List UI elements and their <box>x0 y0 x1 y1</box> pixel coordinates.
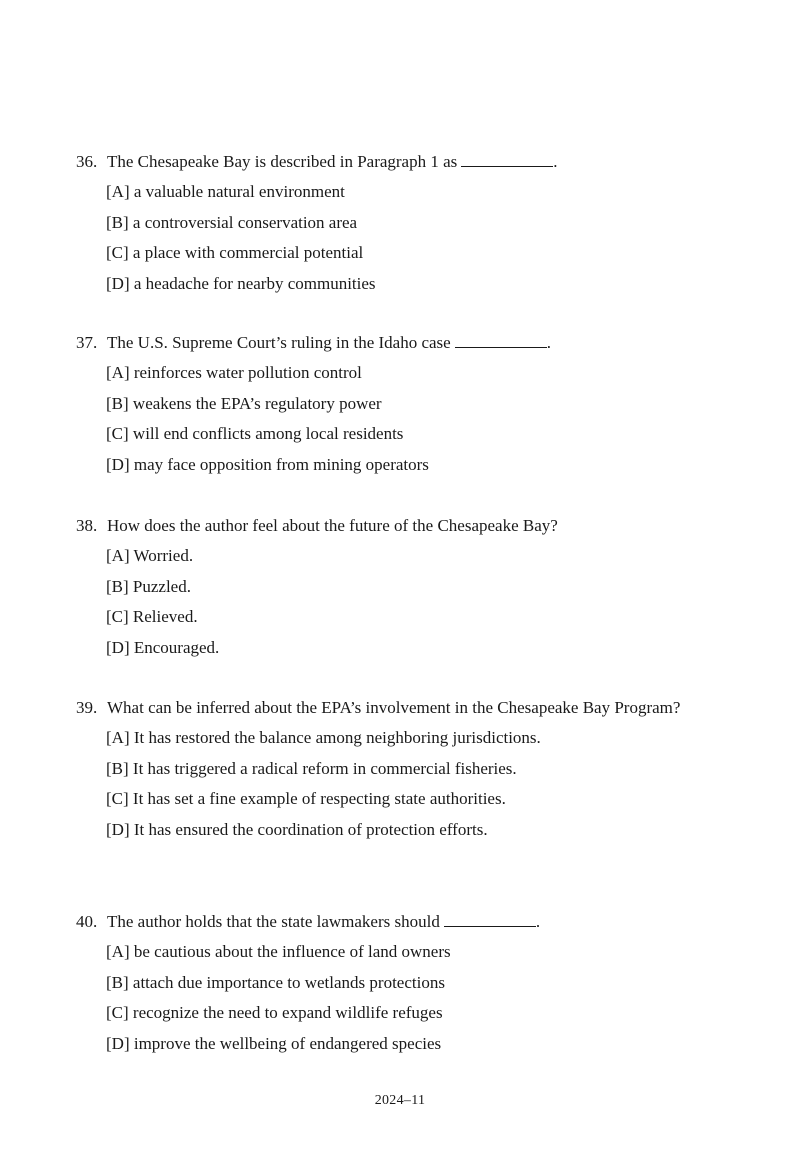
option-b: [B] weakens the EPA’s regulatory power <box>106 393 382 413</box>
option-b: [B] a controversial conservation area <box>106 212 358 232</box>
option-d: [D] improve the wellbeing of endangered species <box>106 1033 442 1053</box>
option-c: [C] a place with commercial potential <box>106 243 364 262</box>
question-36 <box>76 147 736 299</box>
option-b: [B] Puzzled. <box>106 576 191 596</box>
question-number: 39. <box>76 698 98 717</box>
option-b: [B] attach due importance to wetlands protections <box>106 972 445 992</box>
question-stem <box>76 693 736 723</box>
stem-text: The Chesapeake Bay is described in Paragraph 1 as <box>107 152 458 171</box>
question-37 <box>76 328 736 480</box>
question-38 <box>76 511 736 663</box>
option-a: [A] be cautious about the influence of land owners <box>106 942 451 961</box>
question-stem: 37. The U.S. Supreme Court’s ruling in the Idaho case . <box>76 328 736 358</box>
option-b: [B] It has triggered a radical reform in commercial fisheries. <box>106 758 517 778</box>
question-stem <box>76 511 736 541</box>
question-number: 38. <box>76 516 98 535</box>
question-40 <box>76 907 736 1059</box>
answer-blank <box>455 331 547 348</box>
option-d: [D] may face opposition from mining operators <box>106 454 429 474</box>
option-d: [D] Encouraged. <box>106 637 220 657</box>
option-a: [A] Worried. <box>106 546 194 565</box>
question-number: 37. <box>76 333 98 352</box>
option-c: [C] recognize the need to expand wildlife refuges <box>106 1003 443 1022</box>
answer-blank <box>444 910 536 927</box>
page-footer-code: 2024–11 <box>374 1093 426 1108</box>
question-number: 36. <box>76 152 98 171</box>
option-a: [A] reinforces water pollution control <box>106 363 362 382</box>
stem-text: The author holds that the state lawmakers should <box>107 912 440 931</box>
question-stem: 40. The author holds that the state lawmakers should . <box>76 907 736 937</box>
stem-text: What can be inferred about the EPA’s involvement in the Chesapeake Bay Program? <box>107 698 681 717</box>
option-a: [A] a valuable natural environment <box>106 182 345 201</box>
option-c: [C] will end conflicts among local residents <box>106 424 404 443</box>
question-number: 40. <box>76 912 98 931</box>
option-d: [D] a headache for nearby communities <box>106 273 376 293</box>
option-d: [D] It has ensured the coordination of protection efforts. <box>106 819 488 839</box>
stem-text: How does the author feel about the future of the Chesapeake Bay? <box>107 516 558 535</box>
question-stem: 36. The Chesapeake Bay is described in Paragraph 1 as . <box>76 147 736 177</box>
option-c: [C] It has set a fine example of respecting state authorities. <box>106 789 506 808</box>
answer-blank <box>461 150 553 167</box>
stem-text: The U.S. Supreme Court’s ruling in the Idaho case <box>107 333 451 352</box>
option-c: [C] Relieved. <box>106 607 198 626</box>
question-39 <box>76 693 736 845</box>
option-a: [A] It has restored the balance among neighboring jurisdictions. <box>106 728 541 747</box>
